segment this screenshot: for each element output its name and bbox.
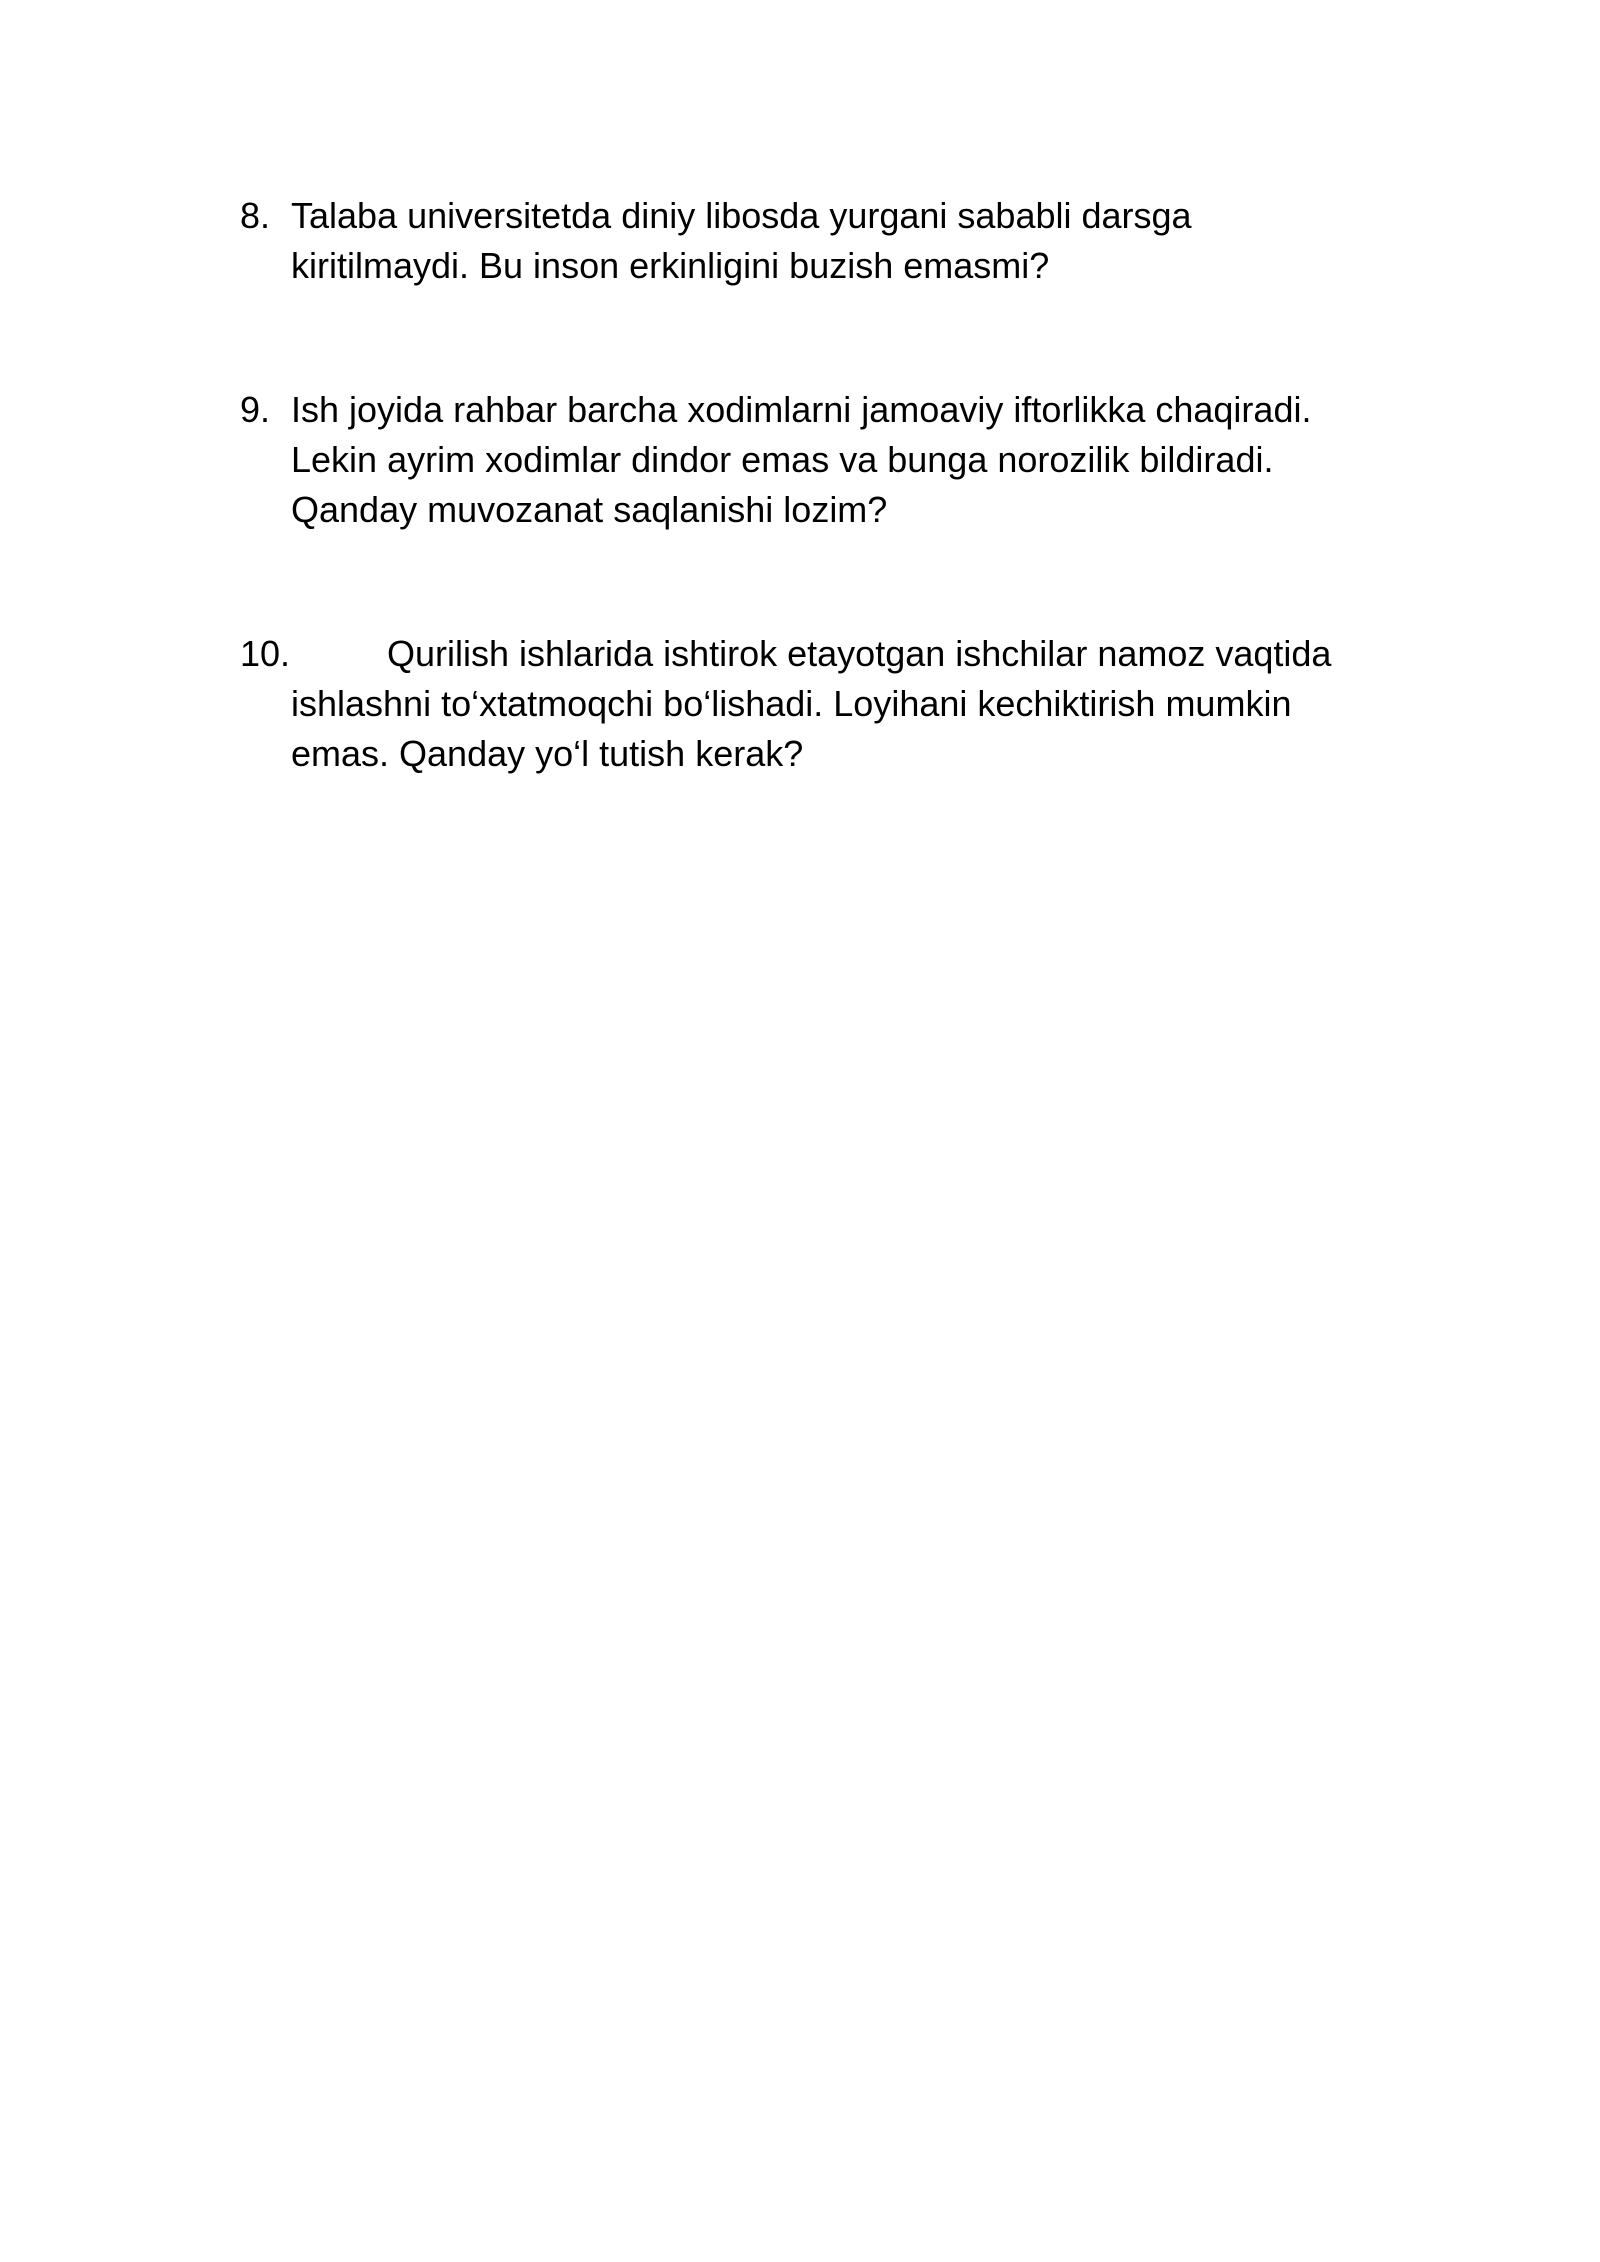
question-line: Lekin ayrim xodimlar dindor emas va bunga norozilik bildiradi. [291,439,1274,480]
question-line: kiritilmaydi. Bu inson erkinligini buzish emasmi? [291,245,1050,286]
question-number: 9. [240,389,271,430]
question-8 [240,191,1400,291]
question-line: Ish joyida rahbar barcha xodimlarni jamoaviy iftorlikka chaqiradi. [291,389,1312,430]
question-text [291,629,1400,779]
question-line: emas. Qanday yo‘l tutish kerak? [291,733,804,774]
question-line: Qanday muvozanat saqlanishi lozim? [291,489,888,530]
question-text [291,191,1400,291]
question-9 [240,385,1400,535]
question-line: ishlashni to‘xtatmoqchi bo‘lishadi. Loyihani kechiktirish mumkin [291,683,1292,724]
question-number: 8. [240,195,271,236]
question-line: Talaba universitetda diniy libosda yurgani sababli darsga [291,195,1192,236]
question-10 [240,629,1400,779]
question-text [291,385,1400,535]
question-line: Qurilish ishlarida ishtirok etayotgan ishchilar namoz vaqtida [387,633,1332,674]
question-number: 10. [240,633,291,674]
